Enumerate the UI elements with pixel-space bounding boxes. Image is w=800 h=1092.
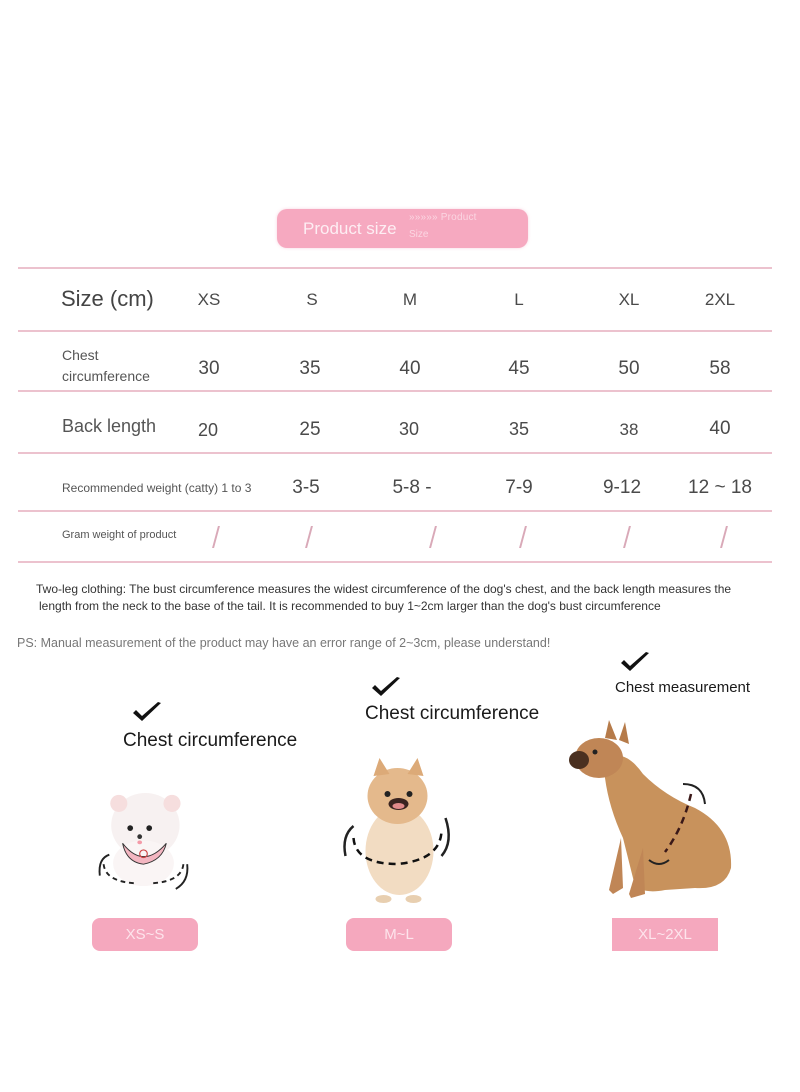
measurement-note-line2: length from the neck to the base of the tail. It is recommended to buy 1~2cm larger than the dog's bust circumference <box>39 599 661 613</box>
size-xs: XS <box>197 290 221 309</box>
back-xs: 20 <box>197 420 219 440</box>
chest-l: 45 <box>508 358 530 379</box>
table-divider <box>18 452 772 454</box>
banner-title: Product size <box>303 219 397 238</box>
french-bulldog-image <box>565 718 745 908</box>
checkmark-icon <box>619 651 651 673</box>
size-l: L <box>514 290 524 309</box>
row-label-recommended-weight: Recommended weight (catty) 1 to 3 <box>62 481 252 495</box>
checkmark-icon <box>131 701 163 723</box>
table-divider <box>18 330 772 332</box>
weight-s: 3-5 <box>292 477 320 498</box>
back-2xl: 40 <box>709 418 731 439</box>
back-l: 35 <box>508 419 530 439</box>
table-divider <box>18 390 772 392</box>
chest-m: 40 <box>399 358 421 379</box>
ps-note: PS: Manual measurement of the product may have an error range of 2~3cm, please understand! <box>17 636 551 650</box>
weight-xl: 9-12 <box>602 477 642 498</box>
banner-subtitle-line2: Size <box>409 229 429 240</box>
checkmark-icon <box>370 676 402 698</box>
size-range-badge: M~L <box>346 918 452 951</box>
size-header-label: Size (cm) <box>61 286 154 311</box>
tan-pomeranian-image <box>335 756 460 906</box>
gram-s-slash <box>305 526 313 548</box>
illustration-caption: Chest circumference <box>365 703 540 724</box>
chest-2xl: 58 <box>709 358 731 379</box>
size-range-badge: XL~2XL <box>612 918 718 951</box>
chest-xs: 30 <box>198 358 220 379</box>
row-label-chest-2: circumference <box>62 368 150 384</box>
weight-2xl: 12 ~ 18 <box>688 477 752 498</box>
gram-xl-slash <box>623 526 631 548</box>
size-m: M <box>402 290 418 309</box>
table-divider <box>18 510 772 512</box>
row-label-chest: Chest <box>62 347 99 363</box>
size-range-badge: XS~S <box>92 918 198 951</box>
back-m: 30 <box>398 419 420 439</box>
white-pomeranian-image <box>96 782 191 897</box>
chest-xl: 50 <box>618 358 640 379</box>
row-label-gram-weight: Gram weight of product <box>62 529 177 541</box>
measurement-note-line1: Two-leg clothing: The bust circumference measures the widest circumference of the dog's chest, and the back length measures the <box>36 582 732 596</box>
table-divider <box>18 561 772 563</box>
weight-l: 7-9 <box>505 477 533 498</box>
gram-l-slash <box>519 526 527 548</box>
back-xl: 38 <box>619 420 639 439</box>
back-s: 25 <box>299 419 321 440</box>
illustration-caption: Chest circumference <box>123 730 298 751</box>
chest-s: 35 <box>299 358 321 379</box>
gram-xs-slash <box>212 526 220 548</box>
gram-2xl-slash <box>720 526 728 548</box>
row-label-back-length: Back length <box>62 416 157 436</box>
product-size-banner <box>277 209 528 248</box>
size-s: S <box>306 290 318 309</box>
illustration-caption: Chest measurement <box>615 679 751 696</box>
gram-m-slash <box>429 526 437 548</box>
banner-subtitle: »»»»» Product <box>409 212 477 223</box>
size-2xl: 2XL <box>704 290 736 309</box>
weight-m: 5-8 - <box>392 477 432 498</box>
size-xl: XL <box>618 290 640 309</box>
table-divider <box>18 267 772 269</box>
